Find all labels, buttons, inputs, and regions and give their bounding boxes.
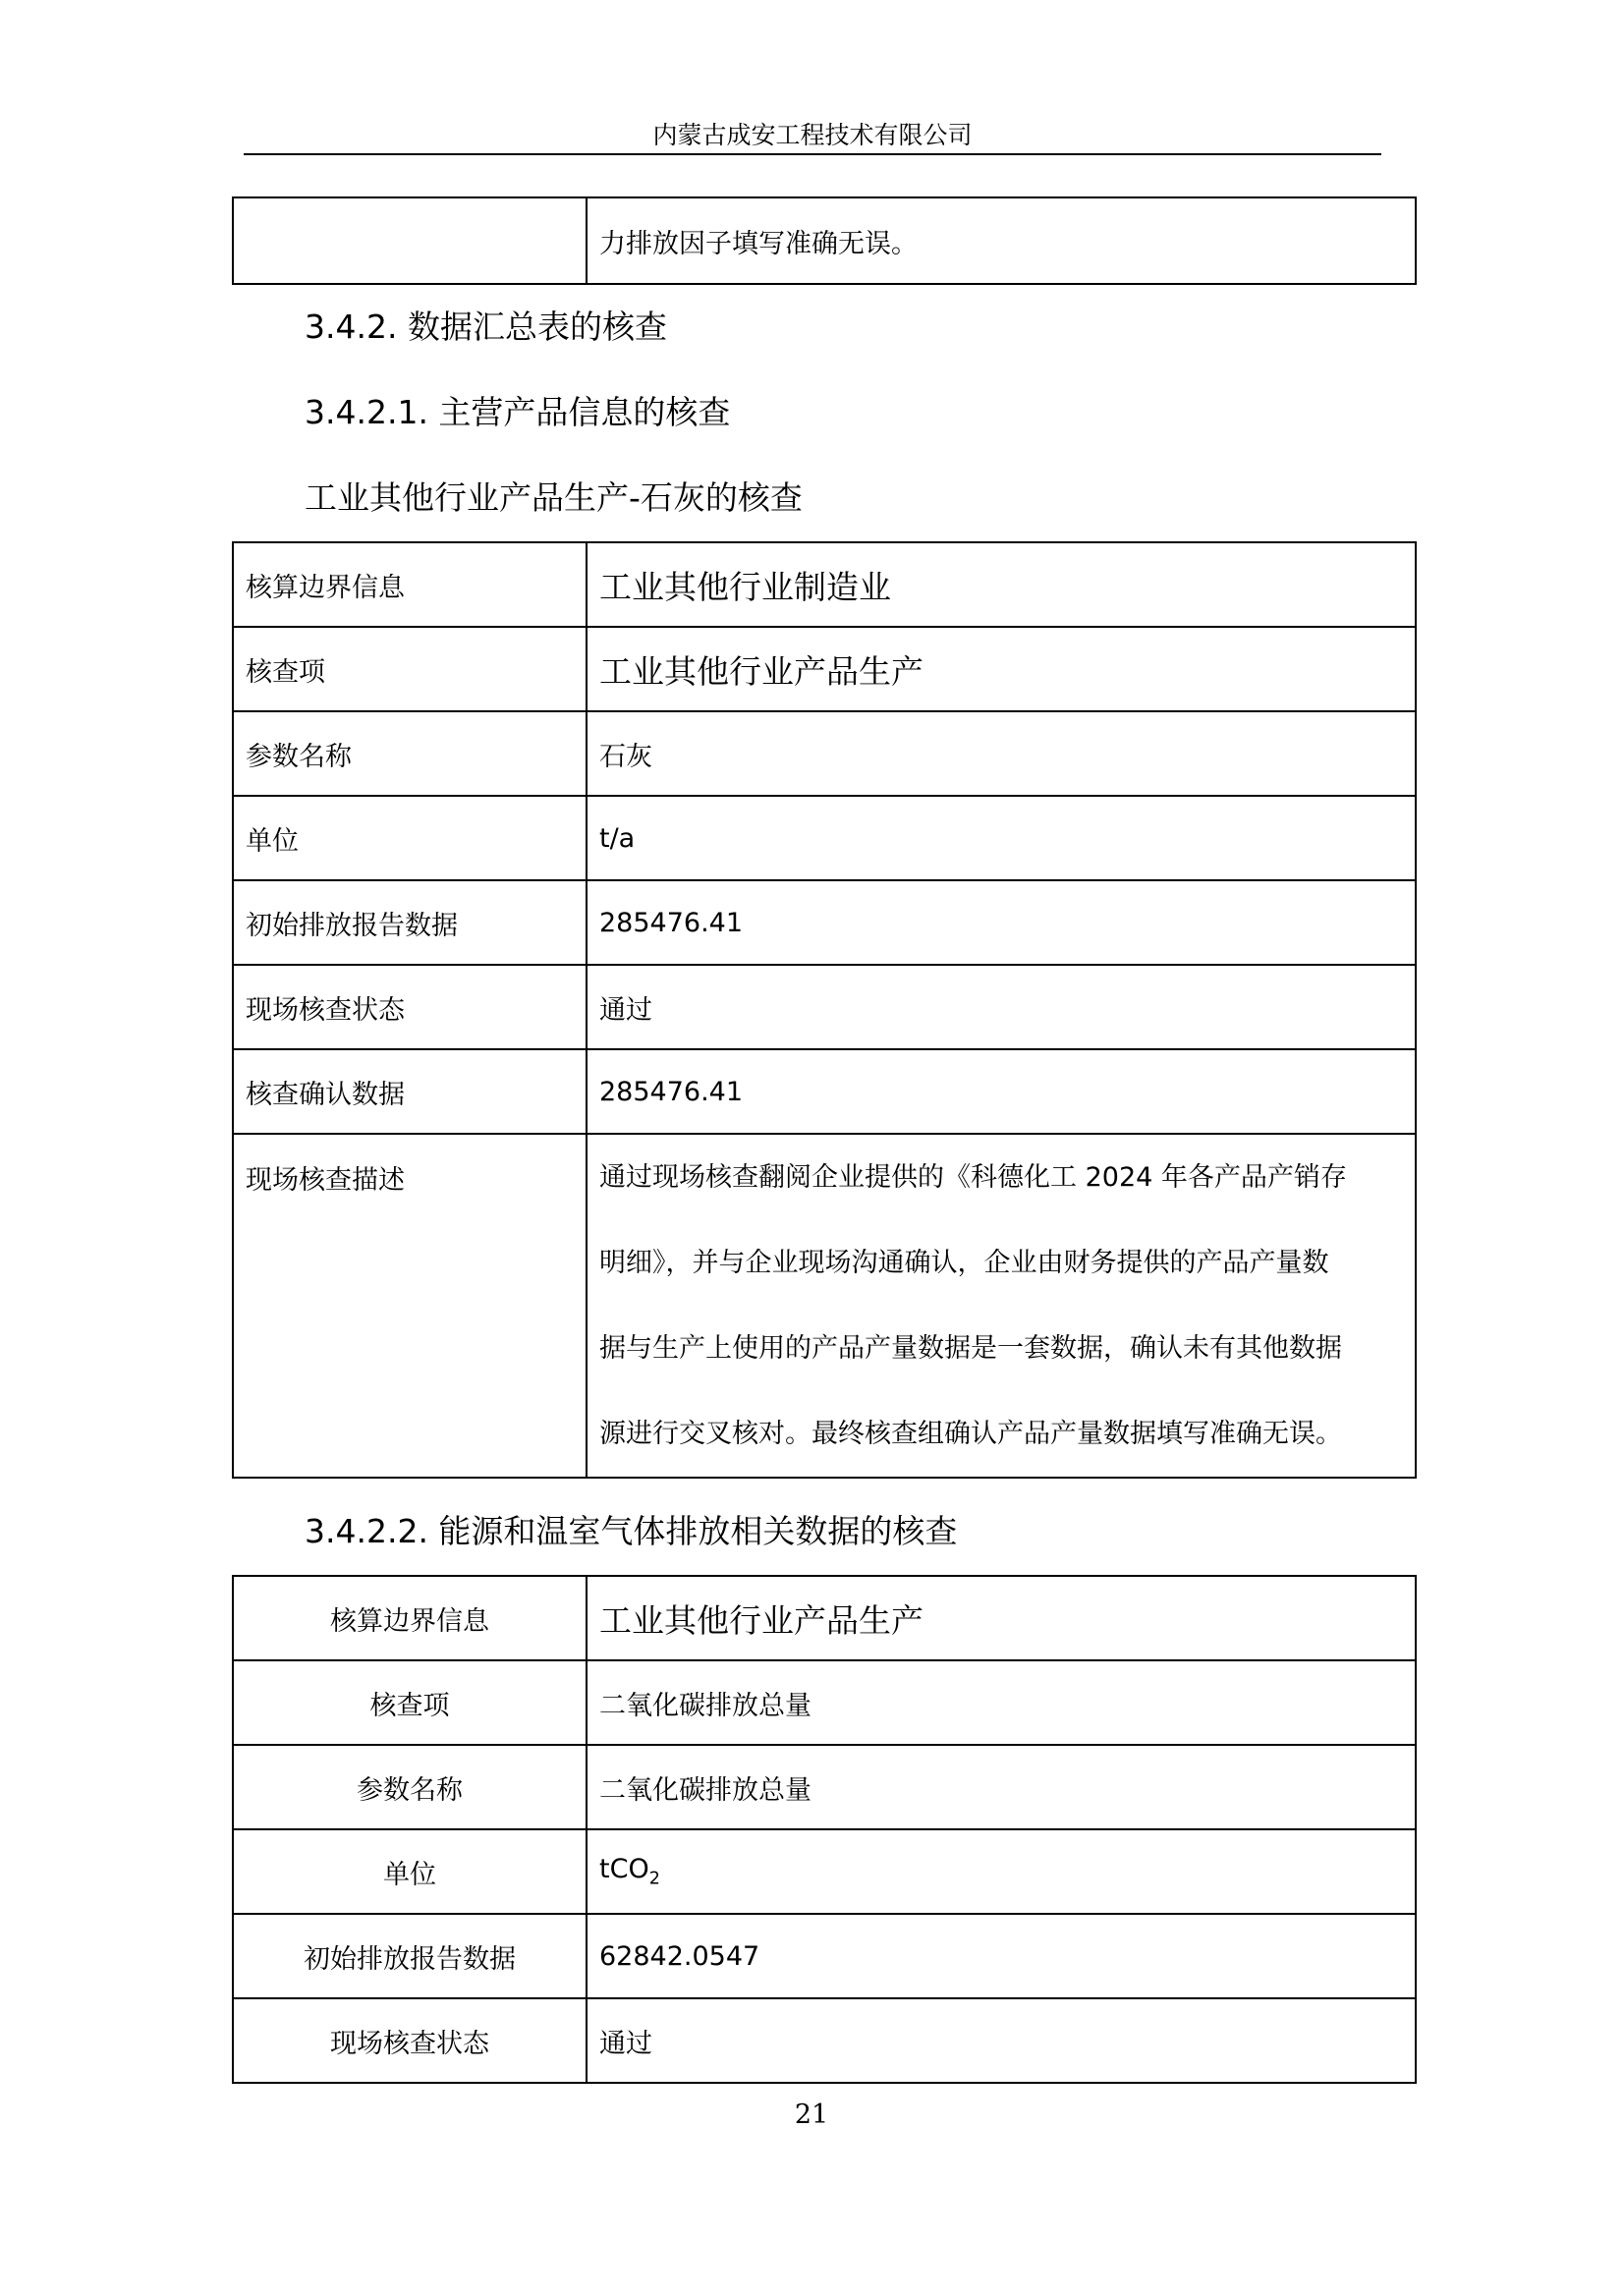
cell-value: 285476.41 [587, 1049, 1416, 1134]
lime-check-table [232, 541, 1417, 1479]
cell-label: 初始排放报告数据 [233, 1914, 587, 1998]
cell-value: 二氧化碳排放总量 [587, 1660, 1416, 1745]
cell-value: t/a [587, 796, 1416, 880]
subsection-heading: 3.4.2.2. 能源和温室气体排放相关数据的核查 [305, 1512, 958, 1550]
page-header: 内蒙古成安工程技术有限公司 [652, 121, 973, 149]
table-row [233, 1914, 1416, 1998]
cell-label: 单位 [233, 796, 587, 880]
cell-label: 核算边界信息 [233, 1576, 587, 1660]
table-row [233, 1049, 1416, 1134]
table-row [233, 965, 1416, 1049]
cell-label [233, 197, 587, 284]
table-row [233, 627, 1416, 711]
energy-emission-table [232, 1575, 1417, 2084]
description-line: 源进行交叉核对。最终核查组确认产品产量数据填写准确无误。 [599, 1419, 1342, 1449]
cell-value: 石灰 [587, 711, 1416, 796]
section-heading: 3.4.2. 数据汇总表的核查 [305, 308, 667, 346]
page-number: 21 [794, 2100, 829, 2130]
cell-label: 参数名称 [233, 1745, 587, 1829]
unit-text: tCO [599, 1854, 649, 1885]
continued-table [232, 196, 1417, 285]
table-row [233, 542, 1416, 627]
cell-label: 现场核查状态 [233, 965, 587, 1049]
table-row [233, 1745, 1416, 1829]
cell-value: 工业其他行业产品生产 [587, 627, 1416, 711]
cell-label: 初始排放报告数据 [233, 880, 587, 965]
table-row [233, 197, 1416, 284]
table-row [233, 1998, 1416, 2083]
cell-value: 工业其他行业制造业 [587, 542, 1416, 627]
description-line: 通过现场核查翻阅企业提供的《科德化工 2024 年各产品产销存 [599, 1162, 1347, 1193]
cell-label: 核查项 [233, 1660, 587, 1745]
cell-value: 工业其他行业产品生产 [587, 1576, 1416, 1660]
cell-value: 通过 [587, 1998, 1416, 2083]
cell-value: 二氧化碳排放总量 [587, 1745, 1416, 1829]
table-row [233, 1829, 1416, 1914]
description-line: 明细》，并与企业现场沟通确认，企业由财务提供的产品产量数 [599, 1248, 1329, 1278]
table-row [233, 880, 1416, 965]
cell-label: 现场核查描述 [233, 1134, 587, 1478]
cell-label: 现场核查状态 [233, 1998, 587, 2083]
cell-label: 核算边界信息 [233, 542, 587, 627]
cell-value: 通过 [587, 965, 1416, 1049]
cell-label: 核查确认数据 [233, 1049, 587, 1134]
cell-label: 单位 [233, 1829, 587, 1914]
cell-label: 核查项 [233, 627, 587, 711]
table-row [233, 1134, 1416, 1478]
cell-value: 285476.41 [587, 880, 1416, 965]
header-divider [244, 153, 1381, 155]
table-title: 工业其他行业产品生产-石灰的核查 [305, 478, 803, 517]
description-cell [587, 1134, 1416, 1478]
cell-label: 参数名称 [233, 711, 587, 796]
unit-subscript: 2 [648, 1869, 660, 1889]
table-row [233, 1660, 1416, 1745]
cell-value: 力排放因子填写准确无误。 [587, 197, 1416, 284]
table-row [233, 796, 1416, 880]
cell-value [587, 1829, 1416, 1914]
table-row [233, 1576, 1416, 1660]
table-row [233, 711, 1416, 796]
cell-value: 62842.0547 [587, 1914, 1416, 1998]
subsection-heading: 3.4.2.1. 主营产品信息的核查 [305, 393, 731, 431]
description-line: 据与生产上使用的产品产量数据是一套数据，确认未有其他数据 [599, 1333, 1342, 1364]
